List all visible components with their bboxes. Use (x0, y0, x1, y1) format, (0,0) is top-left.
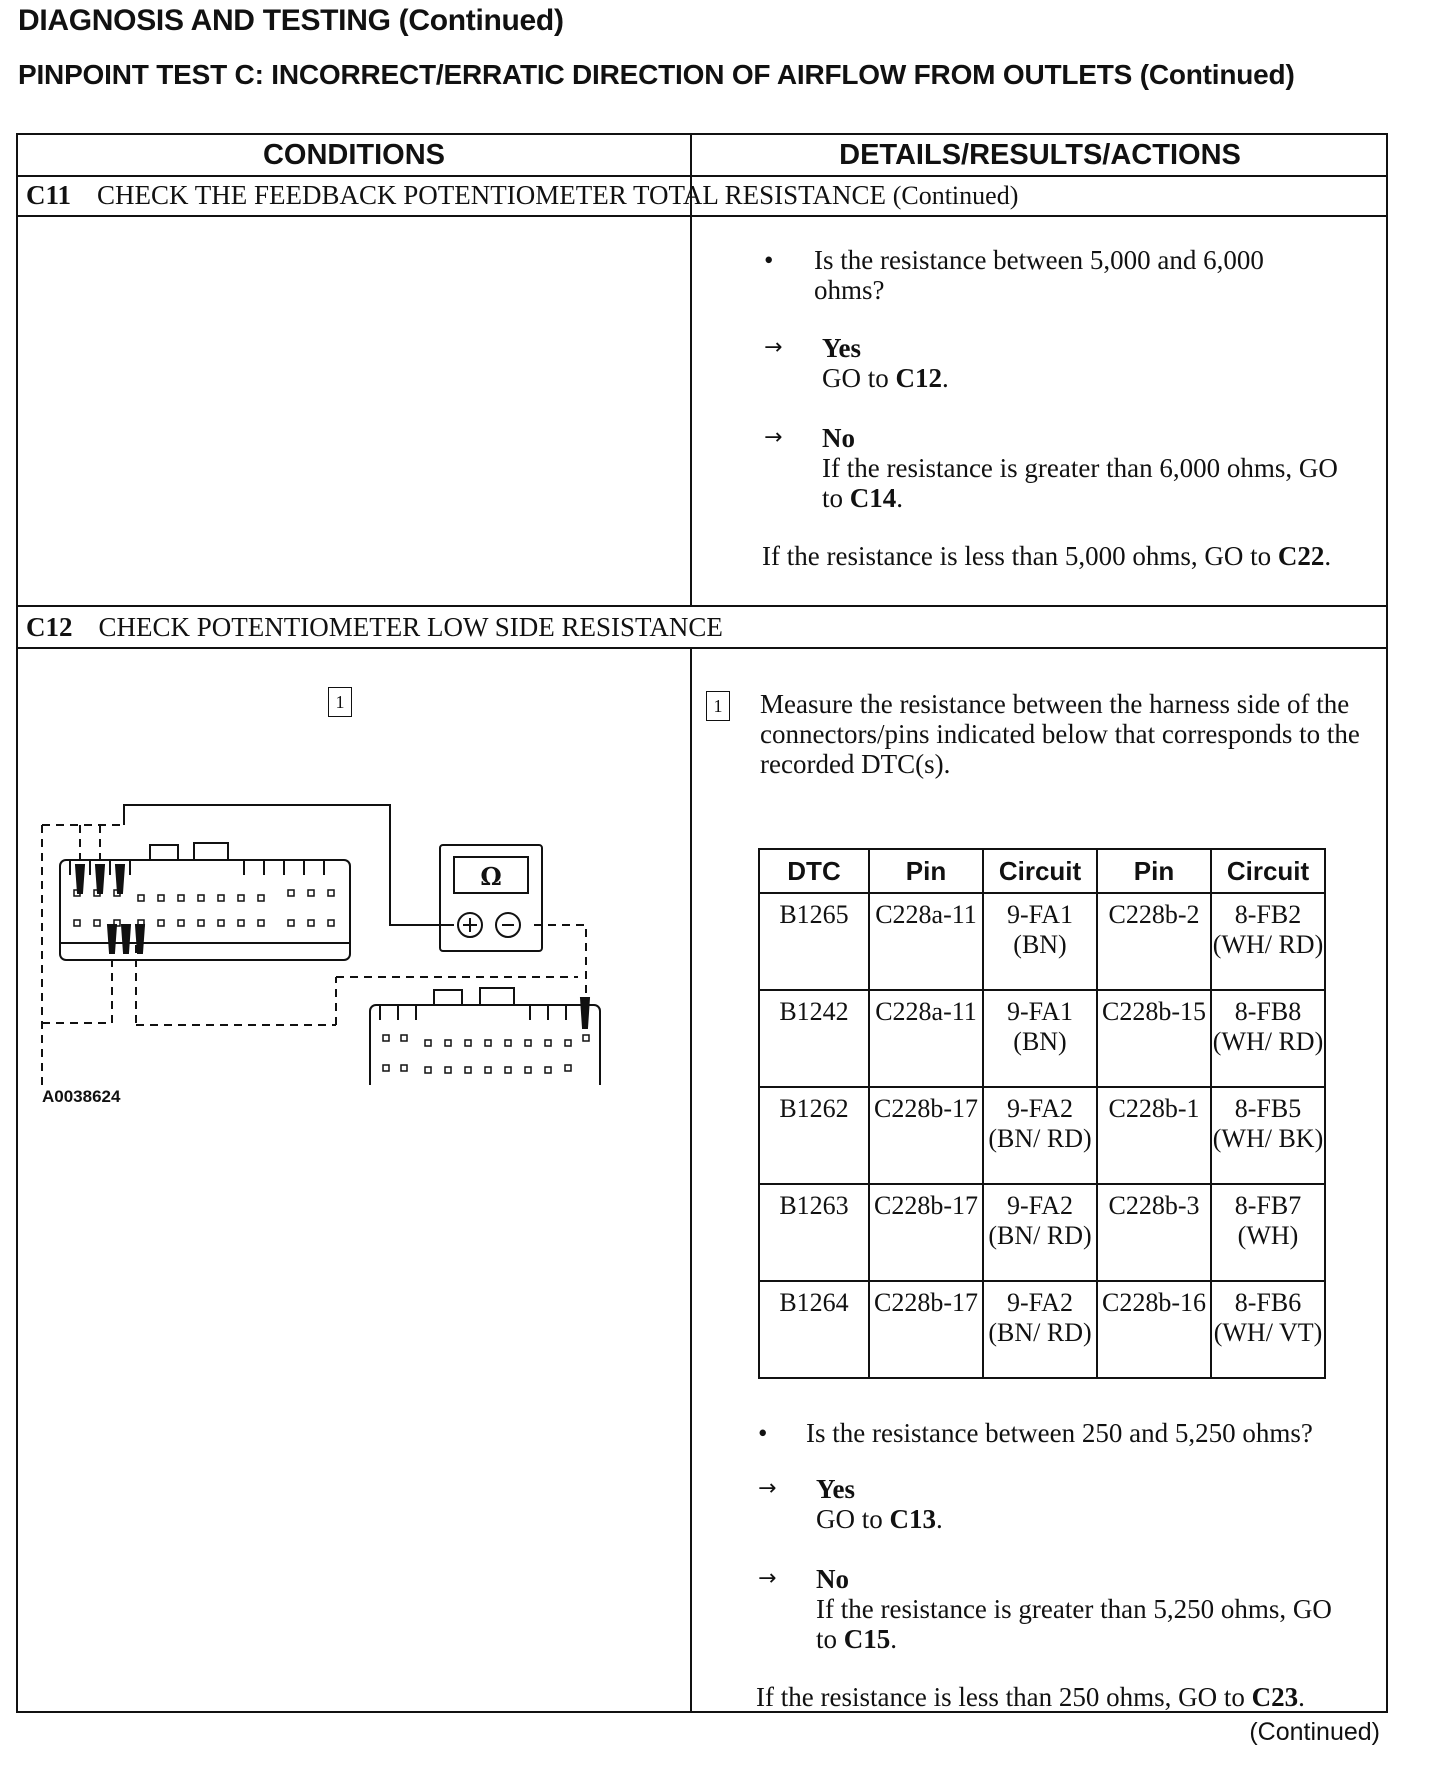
cell: C228b-17 (869, 1087, 983, 1184)
cell: 8-FB7 (WH) (1211, 1184, 1325, 1281)
cell: C228b-17 (869, 1184, 983, 1281)
c12-instruction: Measure the resistance between the harness side of the connectors/pins indicated below that corresponds to the recorded DTC(s). (760, 689, 1360, 779)
table-row (759, 1087, 1325, 1184)
col-pin: Pin (1097, 849, 1211, 893)
cell: C228b-1 (1097, 1087, 1211, 1184)
connector-wiring-diagram (18, 715, 690, 1085)
step-title: CHECK THE FEEDBACK POTENTIOMETER TOTAL RESISTANCE (97, 180, 886, 210)
right-arrow-icon: → (764, 425, 783, 450)
step-c12-heading (26, 607, 723, 647)
cell: 9-FA2 (BN/ RD) (983, 1281, 1097, 1378)
cell: 8-FB6 (WH/ VT) (1211, 1281, 1325, 1378)
cell: 9-FA2 (BN/ RD) (983, 1087, 1097, 1184)
cell: C228b-15 (1097, 990, 1211, 1087)
table-row (759, 990, 1325, 1087)
goto-link[interactable]: C15 (843, 1624, 891, 1654)
cell: 9-FA1 (BN) (983, 990, 1097, 1087)
cell: C228b-3 (1097, 1184, 1211, 1281)
cell: C228b-16 (1097, 1281, 1211, 1378)
col-circuit: Circuit (983, 849, 1097, 893)
cell: 8-FB8 (WH/ RD) (1211, 990, 1325, 1087)
details-header: DETAILS/RESULTS/ACTIONS (839, 139, 1241, 171)
cell: 8-FB2 (WH/ RD) (1211, 893, 1325, 990)
c11-else-action: If the resistance is less than 5,000 ohms, GO to C22. (762, 541, 1332, 571)
cell: B1264 (759, 1281, 869, 1378)
column-divider (690, 647, 692, 1713)
page-title: DIAGNOSIS AND TESTING (Continued) (18, 4, 564, 37)
step-title-suffix: (Continued) (892, 181, 1019, 210)
continued-footer: (Continued) (1249, 1718, 1380, 1746)
conditions-header: CONDITIONS (262, 139, 446, 171)
table-row (759, 893, 1325, 990)
cell: 8-FB5 (WH/ BK) (1211, 1087, 1325, 1184)
ohm-symbol: Ω (480, 862, 502, 891)
cell: C228b-2 (1097, 893, 1211, 990)
cell: B1265 (759, 893, 869, 990)
pinpoint-test-title: PINPOINT TEST C: INCORRECT/ERRATIC DIRECTION OF AIRFLOW FROM OUTLETS (Continued) (18, 59, 1295, 90)
col-pin: Pin (869, 849, 983, 893)
col-dtc: DTC (759, 849, 869, 893)
cell: C228a-11 (869, 893, 983, 990)
c12-else-action: If the resistance is less than 250 ohms, GO to C23. (756, 1682, 1305, 1712)
col-circuit: Circuit (1211, 849, 1325, 893)
cell: B1263 (759, 1184, 869, 1281)
table-header-row (759, 849, 1325, 893)
cell: B1262 (759, 1087, 869, 1184)
goto-link[interactable]: C23 (1251, 1682, 1299, 1712)
step-c11-heading (26, 175, 1018, 216)
goto-link[interactable]: C13 (889, 1504, 936, 1534)
right-arrow-icon: → (758, 1566, 777, 1591)
figure-id: A0038624 (42, 1087, 121, 1106)
dtc-pin-circuit-table (758, 848, 1326, 1379)
table-row (759, 1184, 1325, 1281)
right-arrow-icon: → (764, 335, 783, 360)
step-id: C12 (26, 612, 73, 642)
step-title: CHECK POTENTIOMETER LOW SIDE RESISTANCE (98, 612, 723, 642)
cell: 9-FA2 (BN/ RD) (983, 1184, 1097, 1281)
pinpoint-test-table: CONDITIONS DETAILS/RESULTS/ACTIONS C11 CHECK THE FEEDBACK POTENTIOMETER TOTAL RESISTANCE (Continued) • Is the resistance between 5,000 and 6,000 ohms? → Yes GO to C12. → No If the resistance is greater than 6,000 ohms, GO to C14. If the resistance is less than 5,000 ohms, GO to C22. C12 CHECK POTENTIOMETER LOW SIDE RESISTANCE 1 Ω A0038624 1 Measure the resistance between the harness side of the connectors/pins indicated below that corresponds to the recorded DTC(s). (16, 133, 1388, 1713)
instruction-callout: 1 (706, 691, 730, 721)
cell: C228b-17 (869, 1281, 983, 1378)
goto-link[interactable]: C14 (849, 483, 897, 513)
cell: C228a-11 (869, 990, 983, 1087)
right-arrow-icon: → (758, 1476, 777, 1501)
goto-link[interactable]: C12 (895, 363, 942, 393)
cell: B1242 (759, 990, 869, 1087)
row-divider (18, 647, 1386, 649)
cell: 9-FA1 (BN) (983, 893, 1097, 990)
goto-link[interactable]: C22 (1277, 541, 1325, 571)
step-id: C11 (26, 180, 72, 210)
table-row (759, 1281, 1325, 1378)
figure-callout: 1 (328, 687, 352, 717)
